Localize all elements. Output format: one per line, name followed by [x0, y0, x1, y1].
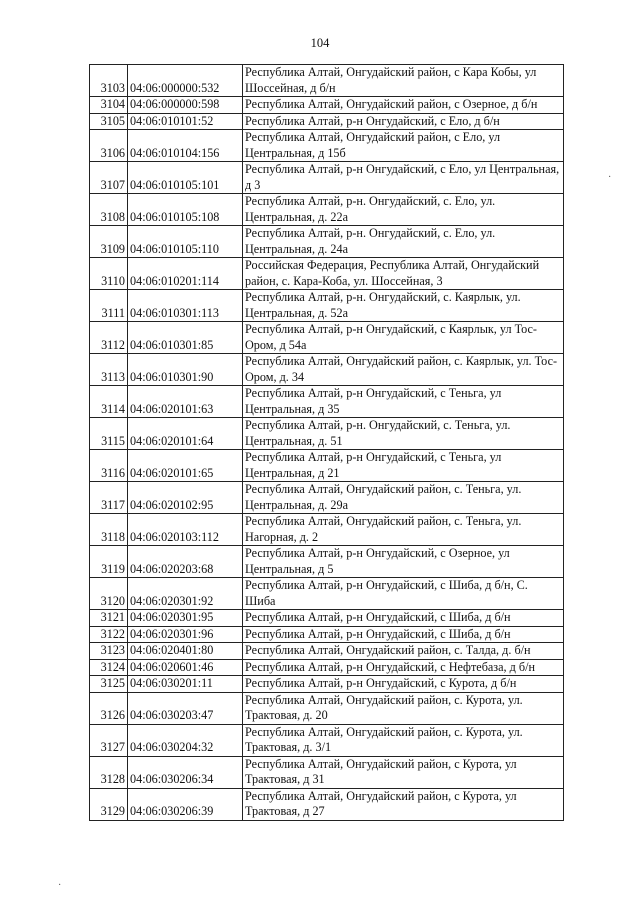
row-number-cell: 3123: [90, 643, 128, 660]
cadastral-number-cell: 04:06:020101:63: [128, 386, 243, 418]
address-cell: Республика Алтай, р-н Онгудайский, с Шиба, д б/н, С. Шиба: [243, 578, 564, 610]
cadastral-number-cell: 04:06:010301:113: [128, 290, 243, 322]
row-number-cell: 3129: [90, 788, 128, 820]
table-row: [90, 610, 564, 627]
address-cell: Республика Алтай, р-н. Онгудайский, с. Теньга, ул. Центральная, д. 51: [243, 418, 564, 450]
table-row: [90, 226, 564, 258]
cadastral-number-cell: 04:06:000000:598: [128, 97, 243, 114]
row-number-cell: 3108: [90, 194, 128, 226]
page-number: 104: [310, 36, 330, 50]
table-row: [90, 626, 564, 643]
cadastral-number-cell: 04:06:030203:47: [128, 692, 243, 724]
table-row: [90, 194, 564, 226]
row-number-cell: 3105: [90, 113, 128, 130]
row-number-cell: 3126: [90, 692, 128, 724]
cadastral-number-cell: 04:06:020401:80: [128, 643, 243, 660]
row-number-cell: 3124: [90, 659, 128, 676]
row-number-cell: 3121: [90, 610, 128, 627]
address-cell: Республика Алтай, Онгудайский район, с Кара Кобы, ул Шоссейная, д б/н: [243, 65, 564, 97]
table-row: [90, 788, 564, 820]
cadastral-number-cell: 04:06:010105:101: [128, 162, 243, 194]
address-cell: Республика Алтай, р-н. Онгудайский, с. Ело, ул. Центральная, д. 22а: [243, 194, 564, 226]
table-row: [90, 322, 564, 354]
cadastral-number-cell: 04:06:010105:110: [128, 226, 243, 258]
table-row: [90, 162, 564, 194]
cadastral-number-cell: 04:06:010104:156: [128, 130, 243, 162]
table-row: [90, 130, 564, 162]
table-row: [90, 65, 564, 97]
address-cell: Республика Алтай, р-н. Онгудайский, с. Каярлык, ул. Центральная, д. 52а: [243, 290, 564, 322]
address-cell: Республика Алтай, р-н Онгудайский, с Теньга, ул Центральная, д 21: [243, 450, 564, 482]
table-row: [90, 418, 564, 450]
row-number-cell: 3103: [90, 65, 128, 97]
row-number-cell: 3112: [90, 322, 128, 354]
table-row: [90, 676, 564, 693]
address-cell: Республика Алтай, р-н Онгудайский, с Шиба, д б/н: [243, 610, 564, 627]
address-cell: Республика Алтай, р-н Онгудайский, с Ело, ул Центральная, д 3: [243, 162, 564, 194]
cadastral-number-cell: 04:06:020102:95: [128, 482, 243, 514]
cadastral-number-cell: 04:06:020101:64: [128, 418, 243, 450]
row-number-cell: 3120: [90, 578, 128, 610]
cadastral-number-cell: 04:06:020301:92: [128, 578, 243, 610]
cadastral-number-cell: 04:06:010201:114: [128, 258, 243, 290]
table-row: [90, 659, 564, 676]
table-row: [90, 354, 564, 386]
table-row: [90, 546, 564, 578]
address-cell: Республика Алтай, р-н Онгудайский, с Каярлык, ул Тос-Ором, д 54а: [243, 322, 564, 354]
table-row: [90, 450, 564, 482]
table-row: [90, 386, 564, 418]
address-cell: Республика Алтай, Онгудайский район, с. Курота, ул. Трактовая, д. 3/1: [243, 724, 564, 756]
address-cell: Республика Алтай, р-н Онгудайский, с Ело, д б/н: [243, 113, 564, 130]
address-cell: Республика Алтай, р-н Онгудайский, с Теньга, ул Центральная, д 35: [243, 386, 564, 418]
row-number-cell: 3118: [90, 514, 128, 546]
cadastral-number-cell: 04:06:010105:108: [128, 194, 243, 226]
address-cell: Республика Алтай, Онгудайский район, с Ело, ул Центральная, д 15б: [243, 130, 564, 162]
table-row: [90, 692, 564, 724]
table-row: [90, 258, 564, 290]
cadastral-number-cell: 04:06:020101:65: [128, 450, 243, 482]
row-number-cell: 3107: [90, 162, 128, 194]
row-number-cell: 3110: [90, 258, 128, 290]
table-row: [90, 113, 564, 130]
cadastral-number-cell: 04:06:020103:112: [128, 514, 243, 546]
registry-table-body: [90, 65, 564, 821]
table-row: [90, 724, 564, 756]
table-row: [90, 514, 564, 546]
cadastral-number-cell: 04:06:020301:95: [128, 610, 243, 627]
table-row: [90, 756, 564, 788]
table-row: [90, 643, 564, 660]
address-cell: Республика Алтай, р-н. Онгудайский, с. Ело, ул. Центральная, д. 24а: [243, 226, 564, 258]
row-number-cell: 3104: [90, 97, 128, 114]
cadastral-number-cell: 04:06:010101:52: [128, 113, 243, 130]
address-cell: Республика Алтай, Онгудайский район, с. Теньга, ул. Центральная, д. 29а: [243, 482, 564, 514]
cadastral-number-cell: 04:06:030204:32: [128, 724, 243, 756]
row-number-cell: 3119: [90, 546, 128, 578]
cadastral-number-cell: 04:06:010301:85: [128, 322, 243, 354]
row-number-cell: 3125: [90, 676, 128, 693]
table-row: [90, 482, 564, 514]
row-number-cell: 3115: [90, 418, 128, 450]
scan-mark: ·: [608, 172, 612, 183]
address-cell: Республика Алтай, р-н Онгудайский, с Шиба, д б/н: [243, 626, 564, 643]
scan-mark: ·: [58, 880, 62, 891]
cadastral-number-cell: 04:06:030206:34: [128, 756, 243, 788]
cadastral-number-cell: 04:06:030201:11: [128, 676, 243, 693]
table-row: [90, 290, 564, 322]
cadastral-number-cell: 04:06:030206:39: [128, 788, 243, 820]
address-cell: Республика Алтай, р-н Онгудайский, с Нефтебаза, д б/н: [243, 659, 564, 676]
address-cell: Республика Алтай, Онгудайский район, с. Курота, ул. Трактовая, д. 20: [243, 692, 564, 724]
cadastral-number-cell: 04:06:020203:68: [128, 546, 243, 578]
row-number-cell: 3106: [90, 130, 128, 162]
address-cell: Республика Алтай, Онгудайский район, с. Теньга, ул. Нагорная, д. 2: [243, 514, 564, 546]
registry-table: [89, 64, 564, 821]
table-row: [90, 97, 564, 114]
row-number-cell: 3122: [90, 626, 128, 643]
address-cell: Республика Алтай, р-н Онгудайский, с Курота, д б/н: [243, 676, 564, 693]
address-cell: Республика Алтай, Онгудайский район, с. Каярлык, ул. Тос-Ором, д. 34: [243, 354, 564, 386]
row-number-cell: 3128: [90, 756, 128, 788]
row-number-cell: 3111: [90, 290, 128, 322]
row-number-cell: 3114: [90, 386, 128, 418]
row-number-cell: 3127: [90, 724, 128, 756]
cadastral-number-cell: 04:06:010301:90: [128, 354, 243, 386]
address-cell: Республика Алтай, Онгудайский район, с Озерное, д б/н: [243, 97, 564, 114]
table-row: [90, 578, 564, 610]
cadastral-number-cell: 04:06:020601:46: [128, 659, 243, 676]
address-cell: Республика Алтай, р-н Онгудайский, с Озерное, ул Центральная, д 5: [243, 546, 564, 578]
address-cell: Российская Федерация, Республика Алтай, Онгудайский район, с. Кара-Коба, ул. Шоссейная, 3: [243, 258, 564, 290]
row-number-cell: 3113: [90, 354, 128, 386]
row-number-cell: 3116: [90, 450, 128, 482]
address-cell: Республика Алтай, Онгудайский район, с Курота, ул Трактовая, д 27: [243, 788, 564, 820]
address-cell: Республика Алтай, Онгудайский район, с. Талда, д. б/н: [243, 643, 564, 660]
row-number-cell: 3109: [90, 226, 128, 258]
row-number-cell: 3117: [90, 482, 128, 514]
cadastral-number-cell: 04:06:000000:532: [128, 65, 243, 97]
address-cell: Республика Алтай, Онгудайский район, с Курота, ул Трактовая, д 31: [243, 756, 564, 788]
cadastral-number-cell: 04:06:020301:96: [128, 626, 243, 643]
